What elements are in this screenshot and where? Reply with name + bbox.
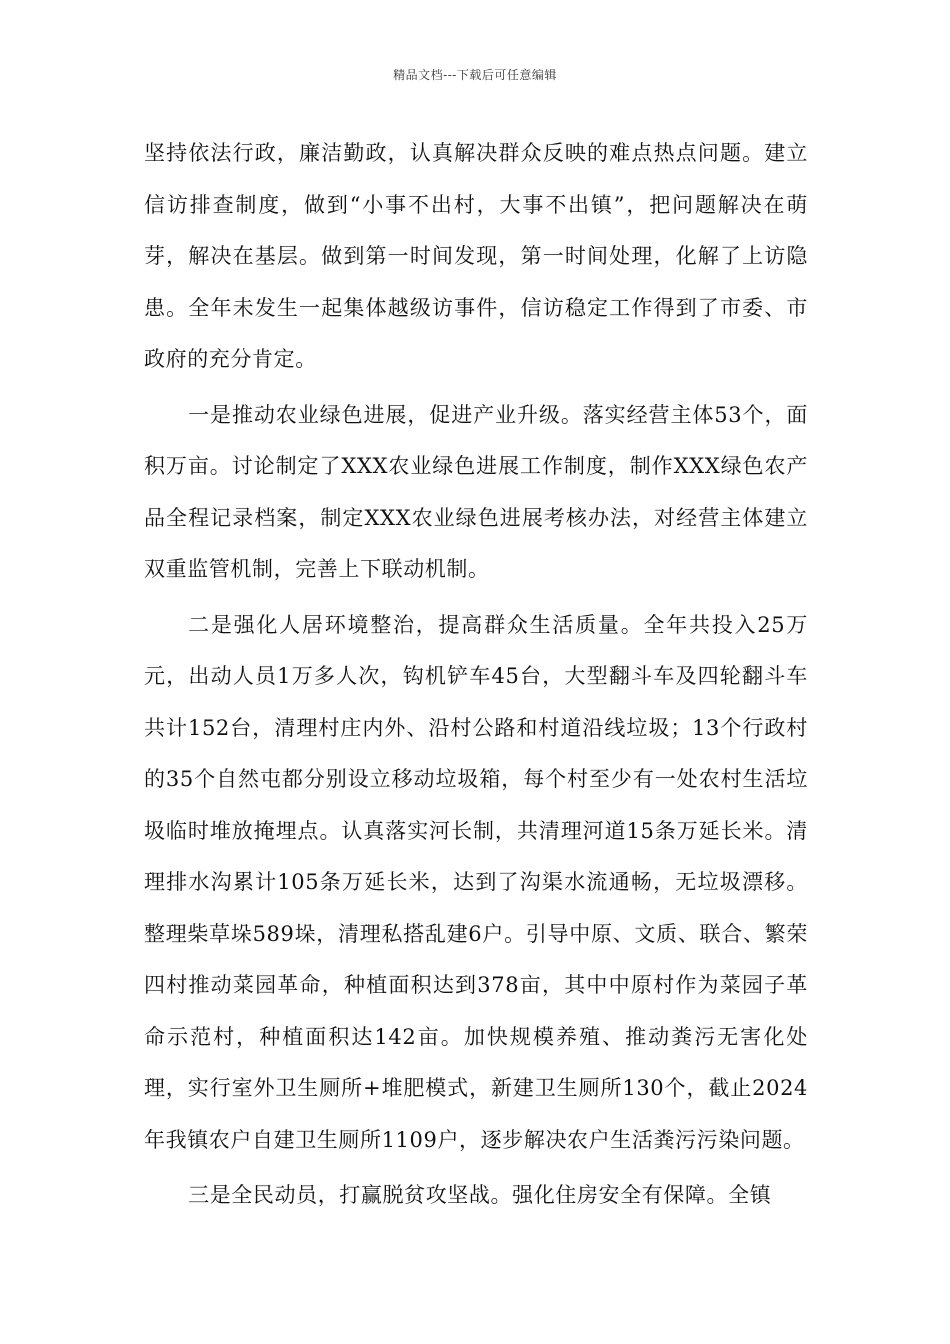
- document-body: [144, 128, 808, 1226]
- page-header: 精品文档---下载后可任意编辑: [393, 68, 557, 82]
- paragraph-2: 一是推动农业绿色进展，促进产业升级。落实经营主体53个，面积万亩。讨论制定了XXX农业绿色进展工作制度，制作XXX绿色农产品全程记录档案，制定XXX农业绿色进展考核办法，对经营主体建立双重监管机制，完善上下联动机制。: [144, 402, 808, 581]
- paragraph-1: 坚持依法行政，廉洁勤政，认真解决群众反映的难点热点问题。建立信访排查制度，做到“小事不出村，大事不出镇”，把问题解决在萌芽，解决在基层。做到第一时间发现，第一时间处理，化解了上访隐患。全年未发生一起集体越级访事件，信访稳定工作得到了市委、市政府的充分肯定。: [144, 141, 808, 371]
- paragraph-3: 二是强化人居环境整治，提高群众生活质量。全年共投入25万元，出动人员1万多人次，钩机铲车45台，大型翻斗车及四轮翻斗车共计152台，清理村庄内外、沿村公路和村道沿线垃圾；13个行政村的35个自然屯都分别设立移动垃圾箱，每个村至少有一处农村生活垃圾临时堆放掩埋点。认真落实河长制，共清理河道15条万延长米。清理排水沟累计105条万延长米，达到了沟渠水流通畅，无垃圾漂移。整理柴草垛589垛，清理私搭乱建6户。引导中原、文质、联合、繁荣四村推动菜园革命，种植面积达到378亩，其中中原村作为菜园子革命示范村，种植面积达142亩。加快规模养殖、推动粪污无害化处理，实行室外卫生厕所+堆肥模式，新建卫生厕所130个，截止2024年我镇农户自建卫生厕所1109户，逐步解决农户生活粪污污染问题。: [144, 612, 808, 1152]
- paragraph-4: 三是全民动员，打赢脱贫攻坚战。强化住房安全有保障。全镇: [188, 1183, 772, 1207]
